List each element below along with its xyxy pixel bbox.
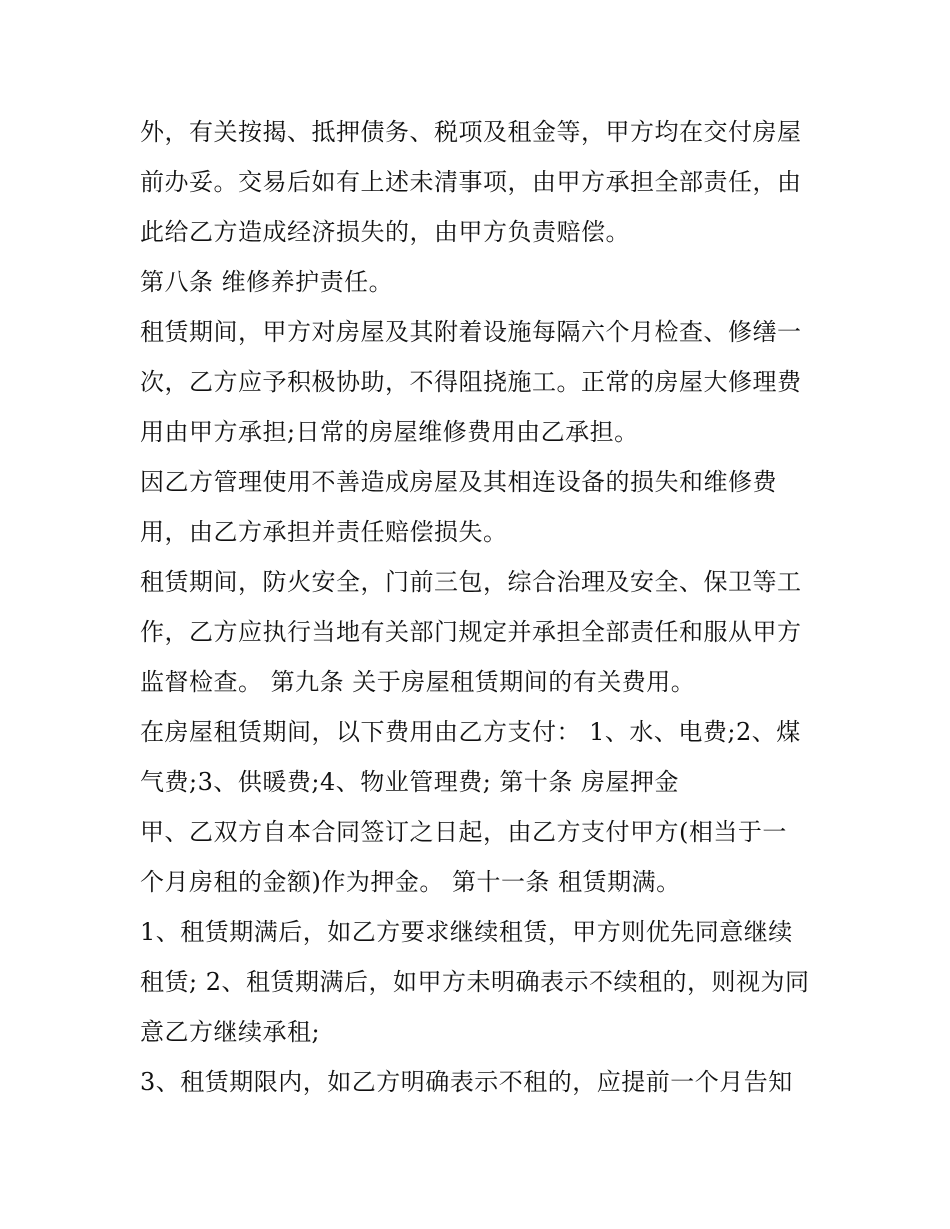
text-line-19: 意乙方继续承租; (140, 1018, 321, 1046)
text-line-14: 气费;3、供暖费;4、物业管理费; 第十条 房屋押金 (140, 768, 680, 796)
text-line-3: 此给乙方造成经济损失的，由甲方负责赔偿。 (140, 218, 630, 246)
text-line-18: 租赁; 2、租赁期满后，如甲方未明确表示不续租的，则视为同 (140, 968, 810, 996)
text-line-9: 用，由乙方承担并责任赔偿损失。 (140, 518, 508, 546)
text-line-7: 用由甲方承担;日常的房屋维修费用由乙承担。 (140, 418, 639, 446)
text-line-10: 租赁期间，防火安全，门前三包，综合治理及安全、保卫等工 (140, 568, 802, 596)
text-line-17: 1、租赁期满后，如乙方要求继续租赁，甲方则优先同意继续 (140, 918, 793, 946)
text-line-15: 甲、乙双方自本合同签订之日起，由乙方支付甲方(相当于一 (140, 818, 787, 846)
article-8-heading: 第八条 维修养护责任。 (140, 268, 394, 296)
text-line-12: 监督检查。 第九条 关于房屋租赁期间的有关费用。 (140, 668, 696, 696)
text-line-20: 3、租赁期限内，如乙方明确表示不租的，应提前一个月告知 (140, 1068, 793, 1096)
document-body (140, 107, 820, 1107)
text-line-1: 外，有关按揭、抵押债务、税项及租金等，甲方均在交付房屋 (140, 118, 802, 146)
text-line-11: 作，乙方应执行当地有关部门规定并承担全部责任和服从甲方 (140, 618, 802, 646)
text-line-8: 因乙方管理使用不善造成房屋及其相连设备的损失和维修费 (140, 468, 777, 496)
text-line-5: 租赁期间，甲方对房屋及其附着设施每隔六个月检查、修缮一 (140, 318, 802, 346)
text-line-6: 次，乙方应予积极协助，不得阻挠施工。正常的房屋大修理费 (140, 368, 802, 396)
text-line-2: 前办妥。交易后如有上述未清事项，由甲方承担全部责任，由 (140, 168, 802, 196)
text-line-16: 个月房租的金额)作为押金。 第十一条 租赁期满。 (140, 868, 681, 896)
text-line-13: 在房屋租赁期间，以下费用由乙方支付： 1、水、电费;2、煤 (140, 718, 801, 746)
